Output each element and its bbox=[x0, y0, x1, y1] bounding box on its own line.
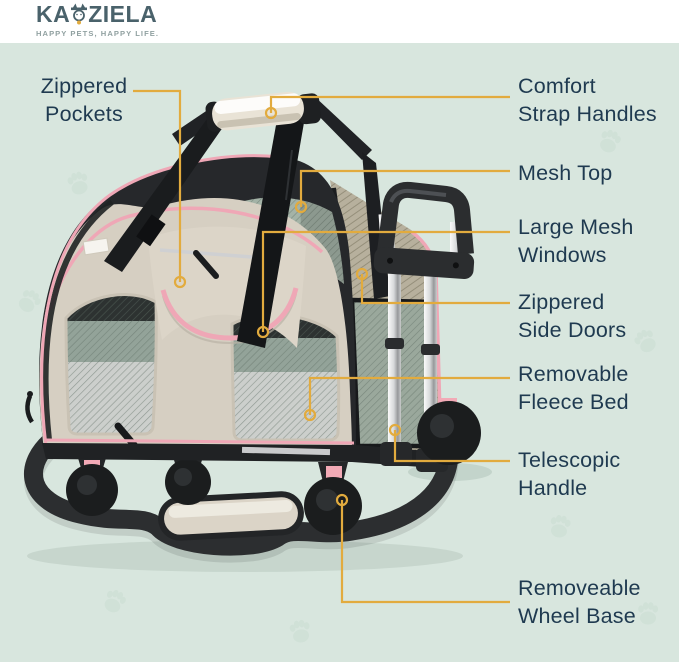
feature-label-large-mesh-windows bbox=[518, 213, 678, 269]
brand-name-left: KA bbox=[36, 1, 71, 27]
feature-label-removeable-wheel-base bbox=[518, 574, 678, 630]
feature-label-removable-fleece-bed bbox=[518, 360, 678, 416]
feature-line: Zippered bbox=[518, 290, 605, 314]
feature-line: Comfort bbox=[518, 74, 596, 98]
feature-line: Handle bbox=[518, 476, 588, 500]
brand-name-right: ZIELA bbox=[88, 1, 158, 27]
feature-line: Removable bbox=[518, 362, 629, 386]
wheel-front-right bbox=[304, 462, 362, 535]
feature-line: Large Mesh bbox=[518, 215, 634, 239]
feature-label-comfort-strap-handles bbox=[518, 72, 678, 128]
feature-line: Removeable bbox=[518, 576, 641, 600]
feature-line: Fleece Bed bbox=[518, 390, 629, 414]
feature-line: Windows bbox=[518, 243, 607, 267]
feature-line: Telescopic bbox=[518, 448, 621, 472]
feature-label-zippered-side-doors bbox=[518, 288, 678, 344]
feature-line: Zippered bbox=[40, 74, 128, 98]
wheel-mid bbox=[165, 459, 211, 505]
wheel-left bbox=[66, 458, 118, 516]
brand-tagline: HAPPY PETS, HAPPY LIFE. bbox=[36, 29, 160, 38]
feature-line: Wheel Base bbox=[518, 604, 636, 628]
feature-line: Mesh Top bbox=[518, 161, 613, 185]
comfort-handle-pad bbox=[205, 89, 322, 135]
mesh-window-left bbox=[60, 285, 165, 440]
feature-line: Pockets bbox=[45, 102, 123, 126]
feature-line: Strap Handles bbox=[518, 102, 657, 126]
feature-label-zippered-pockets bbox=[28, 72, 140, 128]
carrier-body bbox=[27, 155, 356, 452]
feature-label-telescopic-handle bbox=[518, 446, 678, 502]
feature-line: Side Doors bbox=[518, 318, 627, 342]
feature-label-mesh-top bbox=[518, 159, 678, 187]
